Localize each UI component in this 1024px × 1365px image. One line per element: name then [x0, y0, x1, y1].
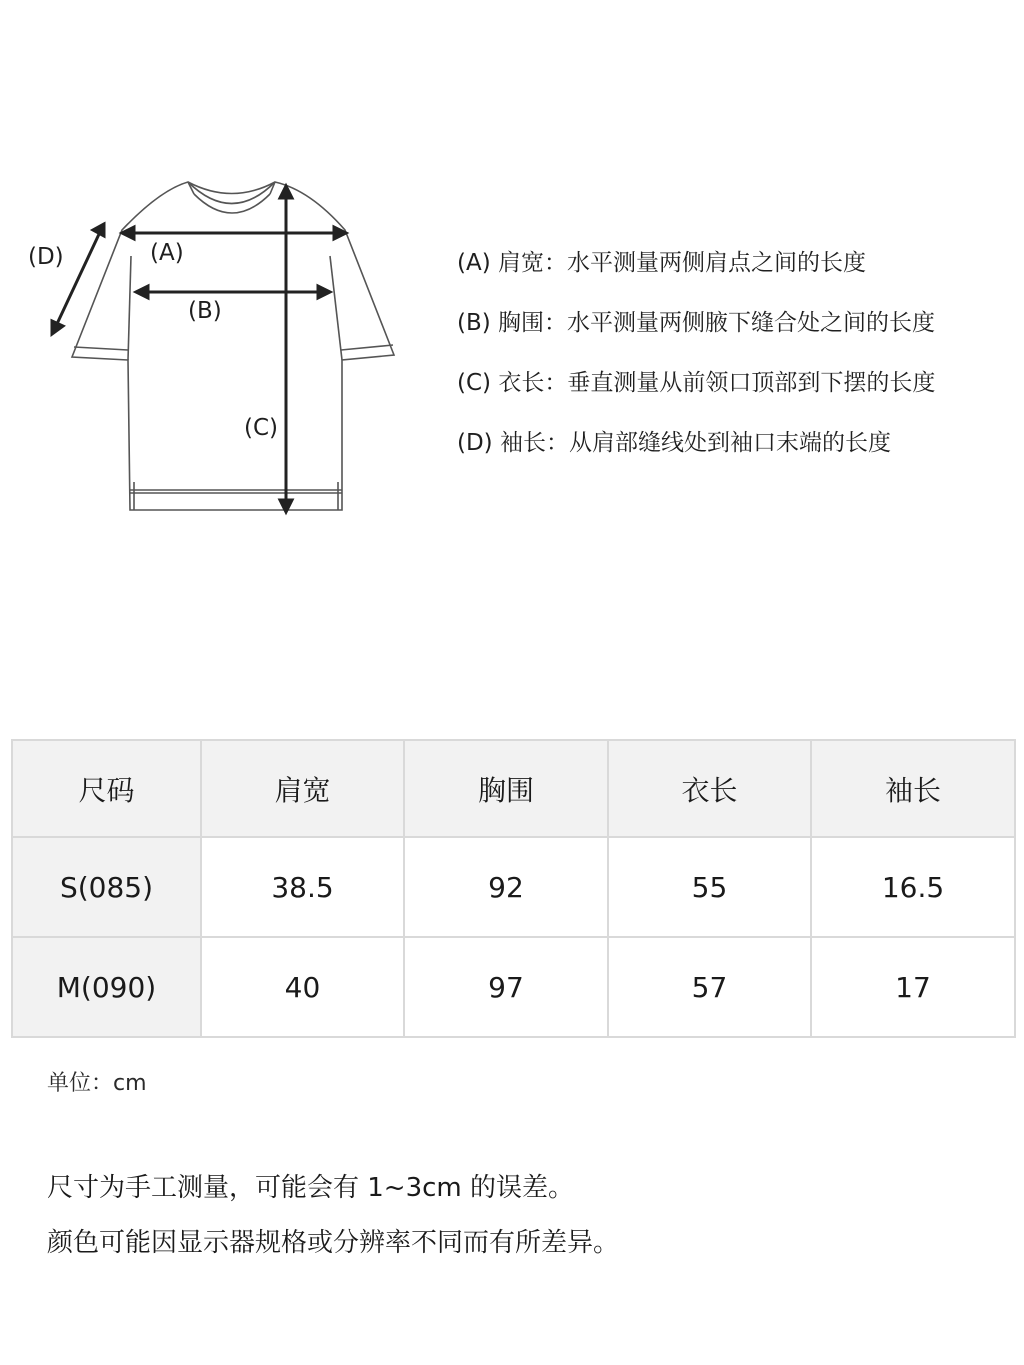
row-size: M(090): [12, 937, 201, 1037]
legend-key: (C): [457, 370, 492, 396]
label-b: (B): [188, 298, 222, 324]
cell-sleeve: 16.5: [811, 837, 1015, 937]
legend-text: 胸围：水平测量两侧腋下缝合处之间的长度: [498, 310, 936, 336]
header-size: 尺码: [12, 740, 201, 837]
tshirt-diagram: [0, 150, 420, 530]
note-measurement: 尺寸为手工测量，可能会有 1~3cm 的误差。: [47, 1173, 575, 1203]
cell-shoulder: 38.5: [201, 837, 404, 937]
table-header-row: [12, 740, 1015, 837]
note-color: 颜色可能因显示器规格或分辨率不同而有所差异。: [47, 1228, 620, 1258]
legend-text: 衣长：垂直测量从前领口顶部到下摆的长度: [498, 370, 936, 396]
table-row: [12, 837, 1015, 937]
legend-item-c: [457, 364, 935, 397]
header-length: 衣长: [608, 740, 811, 837]
cell-length: 55: [608, 837, 811, 937]
header-sleeve: 袖长: [811, 740, 1015, 837]
cell-chest: 92: [404, 837, 608, 937]
legend-item-b: [457, 304, 935, 337]
legend-text: 袖长：从肩部缝线处到袖口末端的长度: [499, 430, 891, 456]
table-row: [12, 937, 1015, 1037]
label-d: (D): [28, 244, 64, 270]
legend-text: 肩宽：水平测量两侧肩点之间的长度: [498, 250, 866, 276]
legend-key: (B): [457, 310, 491, 336]
legend-key: (D): [457, 430, 493, 456]
unit-label: 单位：cm: [47, 1071, 147, 1096]
header-chest: 胸围: [404, 740, 608, 837]
legend-item-d: [457, 424, 891, 457]
label-c: (C): [244, 415, 279, 441]
header-shoulder: 肩宽: [201, 740, 404, 837]
cell-length: 57: [608, 937, 811, 1037]
tshirt-outline-icon: [0, 150, 420, 530]
cell-sleeve: 17: [811, 937, 1015, 1037]
legend-item-a: [457, 244, 866, 277]
label-a: (A): [150, 240, 184, 266]
legend-key: (A): [457, 250, 491, 276]
cell-chest: 97: [404, 937, 608, 1037]
size-table: [11, 739, 1016, 1038]
cell-shoulder: 40: [201, 937, 404, 1037]
row-size: S(085): [12, 837, 201, 937]
